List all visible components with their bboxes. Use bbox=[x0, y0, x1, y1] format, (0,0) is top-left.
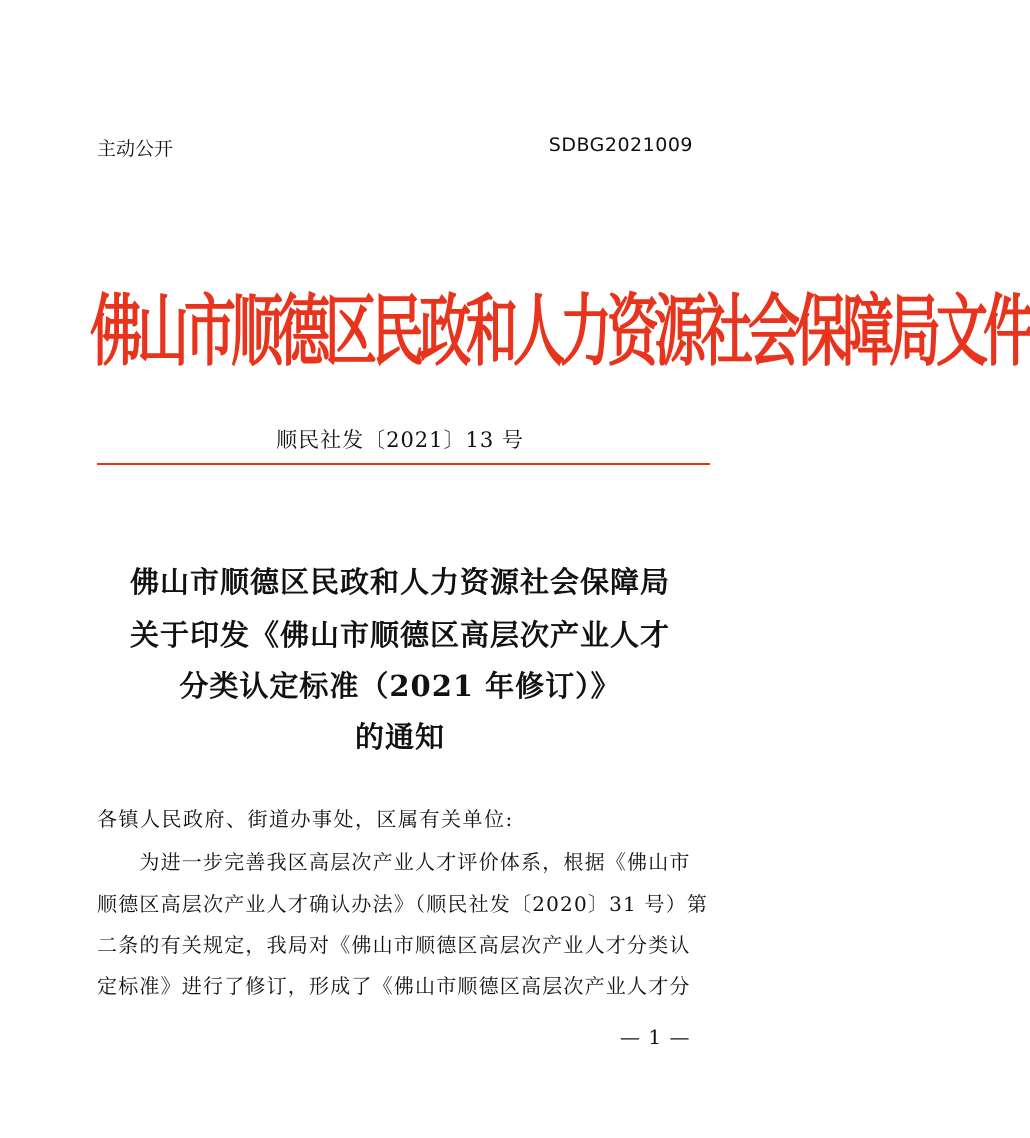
document-number: 顺民社发〔2021〕13 号 bbox=[276, 428, 524, 452]
body-text-line: 二条的有关规定，我局对《佛山市顺德区高层次产业人才分类认 bbox=[97, 933, 691, 957]
body-text-line: 顺德区高层次产业人才确认办法》（顺民社发〔2020〕31 号）第 bbox=[97, 892, 709, 916]
notice-title-line: 关于印发《佛山市顺德区高层次产业人才 bbox=[129, 618, 670, 652]
red-divider-line bbox=[97, 463, 710, 465]
notice-title-line: 分类认定标准（2021 年修订）》 bbox=[179, 669, 621, 703]
salutation: 各镇人民政府、街道办事处，区属有关单位: bbox=[97, 807, 514, 831]
body-text-line: 为进一步完善我区高层次产业人才评价体系，根据《佛山市 bbox=[97, 850, 691, 874]
disclosure-label: 主动公开 bbox=[97, 138, 174, 160]
issuer-title: 佛山市顺德区民政和人力资源社会保障局文件 bbox=[90, 287, 1030, 378]
page-number: — 1 — bbox=[620, 1025, 691, 1049]
body-text-line: 定标准》进行了修订，形成了《佛山市顺德区高层次产业人才分 bbox=[97, 974, 691, 998]
document-code: SDBG2021009 bbox=[548, 134, 693, 156]
notice-title-line: 的通知 bbox=[354, 720, 445, 754]
notice-title-line: 佛山市顺德区民政和人力资源社会保障局 bbox=[129, 565, 670, 599]
